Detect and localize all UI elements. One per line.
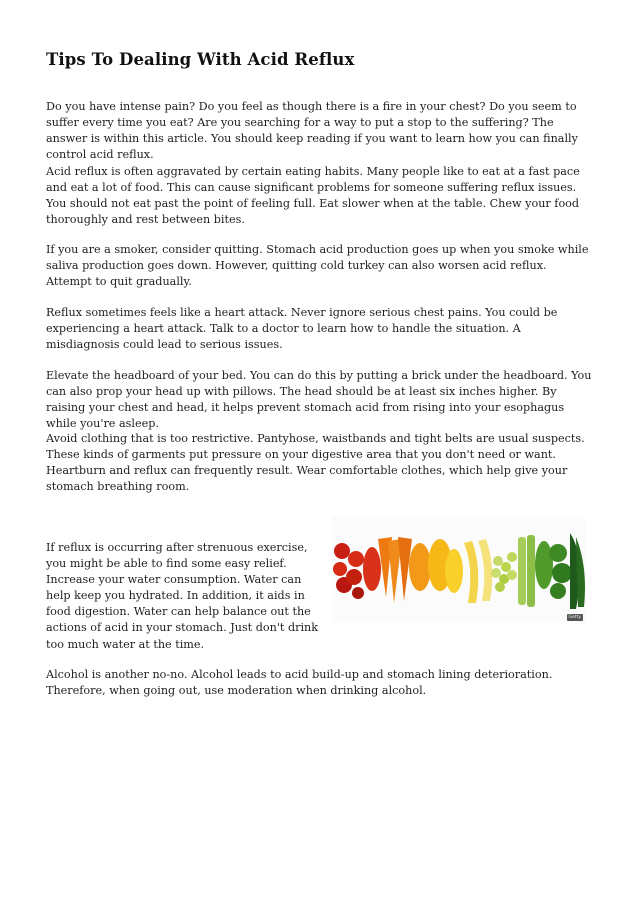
photo-credit-badge: Getty [568, 615, 581, 620]
paragraph-smoking: If you are a smoker, consider quitting. Stomach acid production goes up when you smoke while saliva production goes down. However, quitting cold turkey can also worsen acid reflux. Attempt to quit gradually. [46, 243, 589, 289]
grape-mark [501, 562, 511, 572]
paragraph-headboard: Elevate the headboard of your bed. You can do this by putting a brick under the headboard. You can also prop your head up with pillows. The head should be at least six inches higher. By raising your chest and head, it helps prevent stomach acid from rising into your esophagus while you're asleep. [46, 369, 592, 431]
paragraph-alcohol: Alcohol is another no-no. Alcohol leads to acid build-up and stomach lining deterioration. Therefore, when going out, use moderation when drinking alcohol. [46, 668, 553, 698]
grape-mark [507, 552, 517, 562]
paragraph-intro: Do you have intense pain? Do you feel as though there is a fire in your chest? Do you seem to suffer every time you eat? Are you searching for a way to put a stop to the suffering? The answer is within this article. You should keep reading if you want to learn how you can finally control acid reflux. [46, 100, 578, 162]
broccoli-mark [552, 563, 572, 583]
tomato-mark [334, 543, 350, 559]
red-pepper-mark [363, 547, 381, 591]
grape-mark [507, 570, 517, 580]
grape-mark [495, 582, 505, 592]
vegetable-rainbow-photo [332, 517, 586, 623]
orange-pepper-mark [409, 543, 431, 591]
paragraph-heart-attack: Reflux sometimes feels like a heart attack. Never ignore serious chest pains. You could be experiencing a heart attack. Talk to a doctor to learn how to handle the situation. A misdiagnosis could lead to serious issues. [46, 306, 558, 352]
broccoli-mark [549, 544, 567, 562]
paragraph-eating-habits: Acid reflux is often aggravated by certain eating habits. Many people like to eat at a fast pace and eat a lot of food. This can cause significant problems for someone suffering reflux issues. You should not eat past the point of feeling full. Eat slower when at the table. Chew your food thoroughly and rest between bites. [46, 165, 580, 227]
grape-mark [493, 556, 503, 566]
grape-mark [491, 568, 501, 578]
broccoli-mark [550, 583, 566, 599]
corn-mark [464, 541, 478, 603]
tomato-mark [333, 562, 347, 576]
tomato-mark [352, 587, 364, 599]
paragraph-clothing: Avoid clothing that is too restrictive. Pantyhose, waistbands and tight belts are usual suspects. These kinds of garments put pressure on your digestive area that you don't need or want. Heartburn and reflux can frequently result. Wear comfortable clothes, which help give your stomach breathing room. [46, 432, 585, 494]
corn-mark [478, 539, 492, 601]
celery-mark [527, 535, 535, 607]
tomato-mark [348, 551, 364, 567]
green-pepper-mark [535, 541, 553, 589]
tomato-mark [346, 569, 362, 585]
celery-mark [518, 537, 526, 605]
yellow-pepper-mark [445, 549, 463, 593]
vegetables-illustration [332, 517, 586, 623]
page-title: Tips To Dealing With Acid Reflux [46, 50, 355, 69]
paragraph-exercise: If reflux is occurring after strenuous exercise, you might be able to find some easy relief. Increase your water consumption. Water can help keep you hydrated. In addition, it aids in food digestion. Water can help balance out the actions of acid in your stomach. Just don't drink too much water at the time. [46, 541, 319, 651]
